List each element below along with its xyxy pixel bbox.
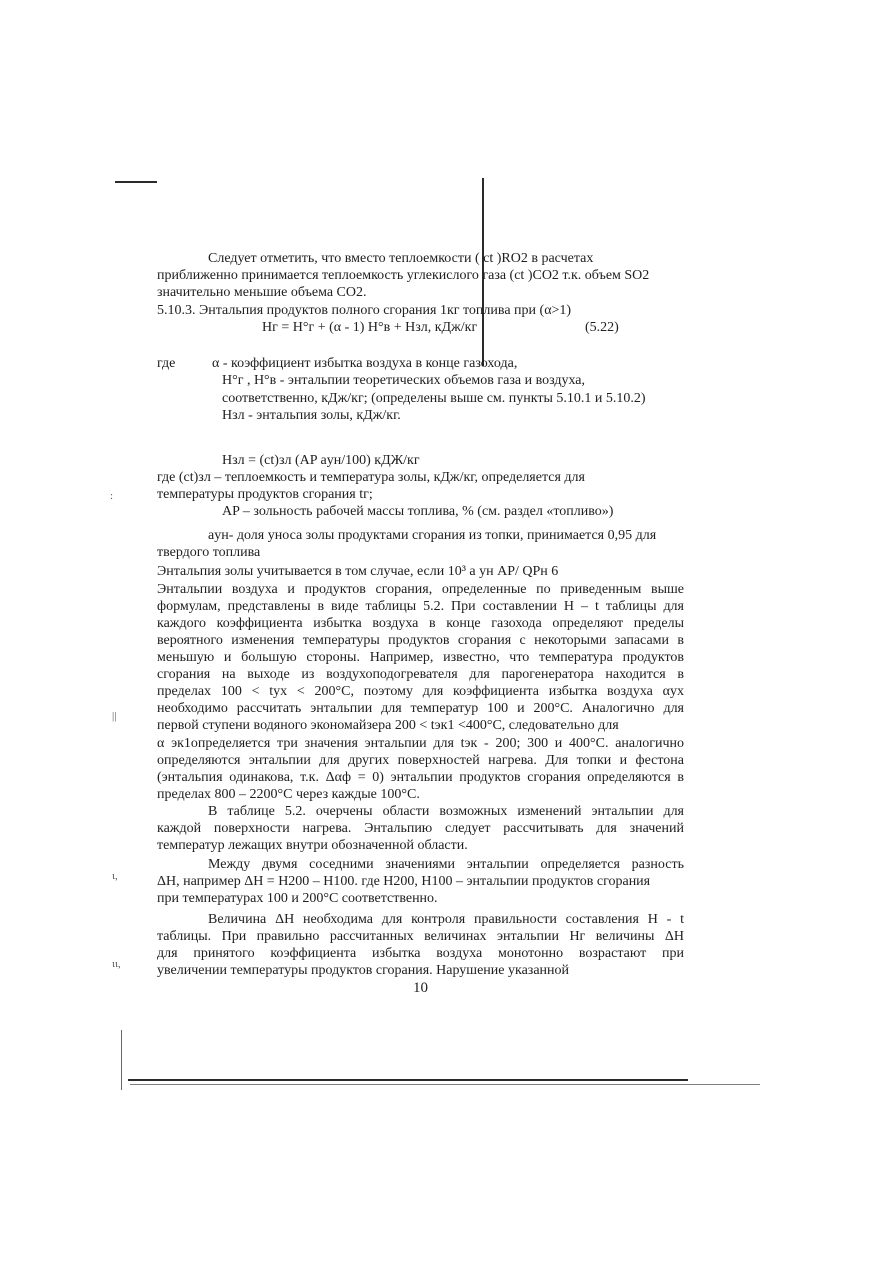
margin-mark: ιι,: [112, 958, 121, 970]
scan-line-bottom: [128, 1079, 688, 1081]
scan-line-left-vertical: [121, 1030, 122, 1090]
text-line: где: [157, 356, 176, 371]
text-line: где (ct)зл – теплоемкость и температура золы, кДж/кг, определяется для: [157, 470, 585, 485]
text-line: увеличении температуры продуктов сгорания. Нарушение указанной: [157, 963, 570, 978]
text-line: сгорания на выходе из воздухоподогревателя для парогенератора находится в: [157, 667, 684, 682]
text-line: необходимо рассчитать энтальпии для температур 100 и 200°C. Аналогично для: [157, 701, 684, 716]
text-line: Величина ΔH необходима для контроля правильности составления H - t: [208, 912, 684, 927]
text-line: температуры продуктов сгорания tг;: [157, 487, 373, 502]
formula: Hг = H°г + (α - 1) H°в + Hзл, кДж/кг: [262, 320, 478, 335]
text-line: пределах 100 < tух < 200°C, поэтому для коэффициента избытка воздуха αух: [157, 684, 684, 699]
scan-line-top-left: [115, 181, 157, 183]
text-line: для принятого коэффициента избытка воздуха монотонно возрастают при: [157, 946, 684, 961]
section-heading: 5.10.3. Энтальпия продуктов полного сгорания 1кг топлива при (α>1): [157, 303, 572, 318]
text-line: α эк1определяется три значения энтальпии для tэк - 200; 300 и 400°C. аналогично: [157, 736, 684, 751]
scan-line-bottom-thin: [130, 1084, 760, 1085]
text-line: температур лежащих внутри обозначенной области.: [157, 838, 468, 853]
text-line: меньшую и большую стороны. Например, известно, что температура продуктов: [157, 650, 684, 665]
margin-mark: :: [110, 490, 114, 502]
definition-line: Hзл - энтальпия золы, кДж/кг.: [222, 408, 401, 423]
text-line: ΔH, например ΔH = H200 – H100. где H200, H100 – энтальпии продуктов сгорания: [157, 874, 651, 889]
definition-line: aун- доля уноса золы продуктами сгорания из топки, принимается 0,95 для: [208, 528, 657, 543]
formula: Hзл = (ct)зл (AP aун/100) кДЖ/кг: [222, 453, 420, 468]
text-line: при температурах 100 и 200°C соответственно.: [157, 891, 438, 906]
text-line: значительно меньшие объема CO2.: [157, 285, 367, 300]
text-line: твердого топлива: [157, 545, 261, 560]
text-line: Следует отметить, что вместо теплоемкости ( ct )RO2 в расчетах: [208, 251, 594, 266]
text-line: таблицы. При правильно рассчитанных величинах энтальпии Hг величины ΔH: [157, 929, 684, 944]
margin-mark: ||: [112, 710, 117, 722]
definition-line: соответственно, кДж/кг; (определены выше см. пункты 5.10.1 и 5.10.2): [222, 391, 646, 406]
text-line: В таблице 5.2. очерчены области возможных изменений энтальпии для: [208, 804, 684, 819]
text-line: каждого коэффициента избытка воздуха в конце газохода определяют пределы: [157, 616, 684, 631]
text-line: Энтальпия золы учитывается в том случае, если 10³ a ун AP/ QPн 6: [157, 564, 559, 579]
equation-number: (5.22): [585, 320, 619, 335]
text-line: Между двумя соседними значениями энтальпии определяется разность: [208, 857, 684, 872]
text-line: приближенно принимается теплоемкость углекислого газа (ct )CO2 т.к. объем SO2: [157, 268, 650, 283]
text-line: Энтальпии воздуха и продуктов сгорания, определенные по приведенным выше: [157, 582, 684, 597]
text-line: первой ступени водяного экономайзера 200 < tэк1 <400°C, следовательно для: [157, 718, 619, 733]
text-line: каждой поверхности нагрева. Энтальпию следует рассчитывать для значений: [157, 821, 684, 836]
text-line: пределах 800 – 2200°C через каждые 100°C.: [157, 787, 420, 802]
text-line: формулам, представлены в виде таблицы 5.2. При составлении H – t таблицы для: [157, 599, 684, 614]
margin-mark: ι,: [112, 870, 118, 882]
text-line: (энтальпия одинакова, т.к. Δαф = 0) энтальпии продуктов сгорания определяются в: [157, 770, 684, 785]
definition-line: H°г , H°в - энтальпии теоретических объемов газа и воздуха,: [222, 373, 586, 388]
page-number: 10: [413, 980, 428, 996]
definition-line: α - коэффициент избытка воздуха в конце газохода,: [212, 356, 518, 371]
text-line: вероятного изменения температуры продуктов сгорания с некоторыми запасами в: [157, 633, 684, 648]
definition-line: AP – зольность рабочей массы топлива, % (см. раздел «топливо»): [222, 504, 614, 519]
text-line: определяются энтальпии для других поверхностей нагрева. Для топки и фестона: [157, 753, 684, 768]
